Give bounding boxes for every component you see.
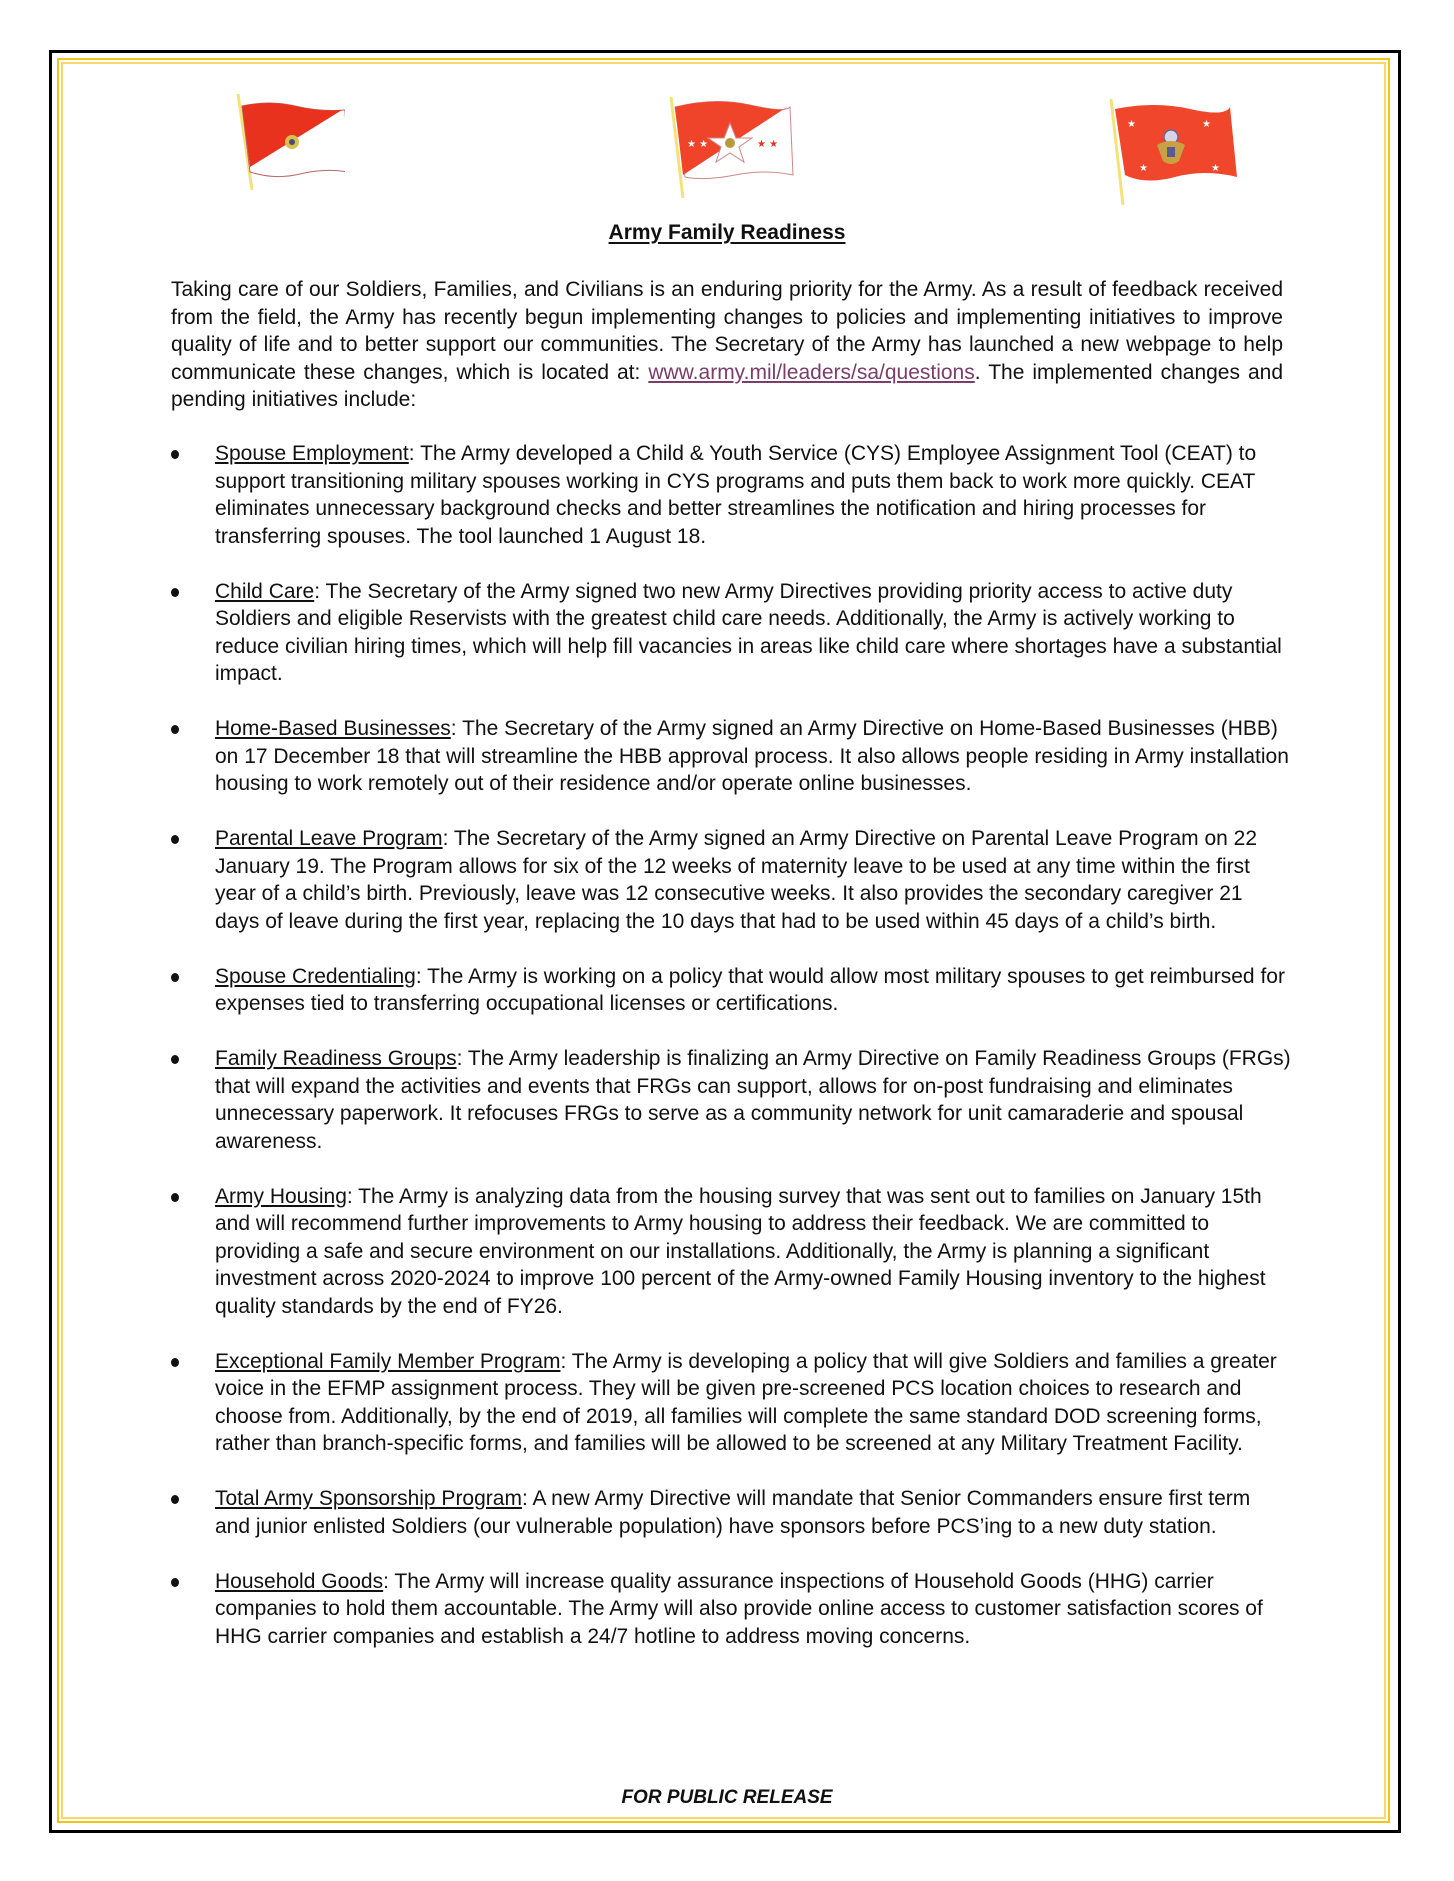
svg-text:★: ★ — [1139, 163, 1148, 174]
initiative-army-housing — [171, 1183, 1291, 1321]
initiative-text: : The Secretary of the Army signed two new Army Directives providing priority access to active duty Soldiers and eligible Reservists with the greatest child care needs. Additionally, the Army is actively working to reduce civilian hiring times, which will help fill vacancies in areas like child care where shortages have a substantial impact. — [215, 579, 1282, 685]
bullet-icon — [171, 1193, 179, 1202]
intro-text: Taking care of our Soldiers, Families, and Civilians is an enduring priority for the Army. As a result of feedback received from the field, the Army has recently begun implementing changes to policies and implementing initiatives to improve quality of life and to better support our communities. The Secretary of the Army has launched a new webpage to help communicate these changes, which is located at: — [171, 278, 1283, 384]
bullet-icon — [171, 1358, 179, 1367]
initiative-text: : The Army leadership is finalizing an Army Directive on Family Readiness Groups (FRGs) that will expand the activities and events that FRGs can support, allows for on-post fundraising and eliminates unnecessary paperwork. It refocuses FRGs to serve as a community network for unit camaraderie and spousal awareness. — [215, 1047, 1291, 1153]
initiative-family-readiness-groups — [171, 1045, 1291, 1155]
initiative-text: : The Army will increase quality assurance inspections of Household Goods (HHG) carrier companies to hold them accountable. The Army will also provide online access to customer satisfaction scores of HHG carrier companies and establish a 24/7 hotline to address moving concerns. — [215, 1569, 1263, 1648]
initiative-text: : The Army is analyzing data from the housing survey that was sent out to families on January 15th and will recommend further improvements to Army housing to address their feedback. We are committed to providing a safe and secure environment on our installations. Additionally, the Army is planning a significant investment across 2020-2024 to improve 100 percent of the Army-owned Family Housing inventory to the highest quality standards by the end of FY26. — [215, 1184, 1266, 1318]
initiative-label: Exceptional Family Member Program — [215, 1349, 561, 1373]
initiative-home-based-businesses — [171, 715, 1291, 798]
bullet-icon — [171, 973, 179, 982]
initiative-text: : The Army is developing a policy that will give Soldiers and families a greater voice in the EFMP assignment process. They will be given pre-screened PCS location choices to research and choose from. Additionally, by the end of 2019, all families will complete the same standard DOD screening forms, rather than branch-specific forms, and families will be allowed to be screened at any Military Treatment Facility. — [215, 1349, 1277, 1455]
initiative-exceptional-family-member-program — [171, 1348, 1291, 1458]
initiative-text: : A new Army Directive will mandate that Senior Commanders ensure first term and junior enlisted Soldiers (our vulnerable population) have sponsors before PCS’ing to a new duty station. — [215, 1487, 1251, 1538]
initiative-spouse-employment — [171, 440, 1291, 550]
initiative-label: Household Goods — [215, 1569, 384, 1593]
initiatives-list — [171, 440, 1291, 1678]
initiative-total-army-sponsorship-program — [171, 1485, 1291, 1540]
intro-paragraph — [171, 276, 1283, 414]
initiative-label: Spouse Credentialing — [215, 964, 416, 988]
initiative-household-goods — [171, 1568, 1291, 1651]
svg-text:★: ★ — [1211, 163, 1220, 174]
intro-suffix: . The implemented changes and pending initiatives include: — [171, 360, 1284, 411]
bullet-icon — [171, 450, 179, 459]
release-marking: FOR PUBLIC RELEASE — [621, 1787, 833, 1808]
questions-webpage-link[interactable]: www.army.mil/leaders/sa/questions — [648, 360, 975, 384]
vice-chief-of-staff-flag-icon — [665, 95, 805, 200]
svg-text:★: ★ — [1127, 119, 1136, 130]
svg-text:★ ★: ★ ★ — [687, 139, 709, 150]
initiative-label: Spouse Employment — [215, 442, 409, 465]
initiative-label: Parental Leave Program — [215, 827, 443, 850]
bullet-icon — [171, 588, 179, 597]
svg-text:★: ★ — [1202, 119, 1211, 130]
initiative-label: Home-Based Businesses — [215, 717, 451, 740]
bullet-icon — [171, 1495, 179, 1504]
initiative-text: : The Secretary of the Army signed an Army Directive on Parental Leave Program on 22 January 19. The Program allows for six of the 12 weeks of maternity leave to be used at any time within the first year of a child’s birth. Previously, leave was 12 consecutive weeks. It also provides the secondary caregiver 21 days of leave during the first year, replacing the 10 days that had to be used within 45 days of a child’s birth. — [215, 827, 1257, 933]
initiative-label: Army Housing — [215, 1184, 347, 1208]
bullet-icon — [171, 1055, 179, 1064]
bullet-icon — [171, 835, 179, 844]
bullet-icon — [171, 725, 179, 734]
document-title: Army Family Readiness — [608, 221, 846, 244]
initiative-label: Child Care — [215, 579, 315, 603]
initiative-label: Family Readiness Groups — [215, 1047, 457, 1070]
initiative-text: : The Army developed a Child & Youth Service (CYS) Employee Assignment Tool (CEAT) to support transitioning military spouses working in CYS programs and puts them back to work more quickly. CEAT eliminates unnecessary background checks and better streamlines the notification and hiring processes for transferring spouses. The tool launched 1 August 18. — [215, 442, 1257, 548]
initiative-label: Total Army Sponsorship Program — [215, 1487, 522, 1510]
initiative-child-care — [171, 578, 1291, 688]
initiative-parental-leave-program — [171, 825, 1291, 935]
secretary-of-the-army-flag-icon — [1105, 97, 1245, 207]
initiative-text: : The Secretary of the Army signed an Army Directive on Home-Based Businesses (HBB) on 17 December 18 that will streamline the HBB approval process. It also allows people residing in Army installation housing to work remotely out of their residence and/or operate online businesses. — [215, 717, 1289, 795]
initiative-spouse-credentialing — [171, 963, 1291, 1018]
initiative-text: : The Army is working on a policy that would allow most military spouses to get reimbursed for expenses tied to transferring occupational licenses or certifications. — [215, 964, 1285, 1015]
bullet-icon — [171, 1578, 179, 1587]
chief-of-staff-flag-icon — [230, 92, 345, 192]
svg-text:★ ★: ★ ★ — [757, 139, 779, 150]
